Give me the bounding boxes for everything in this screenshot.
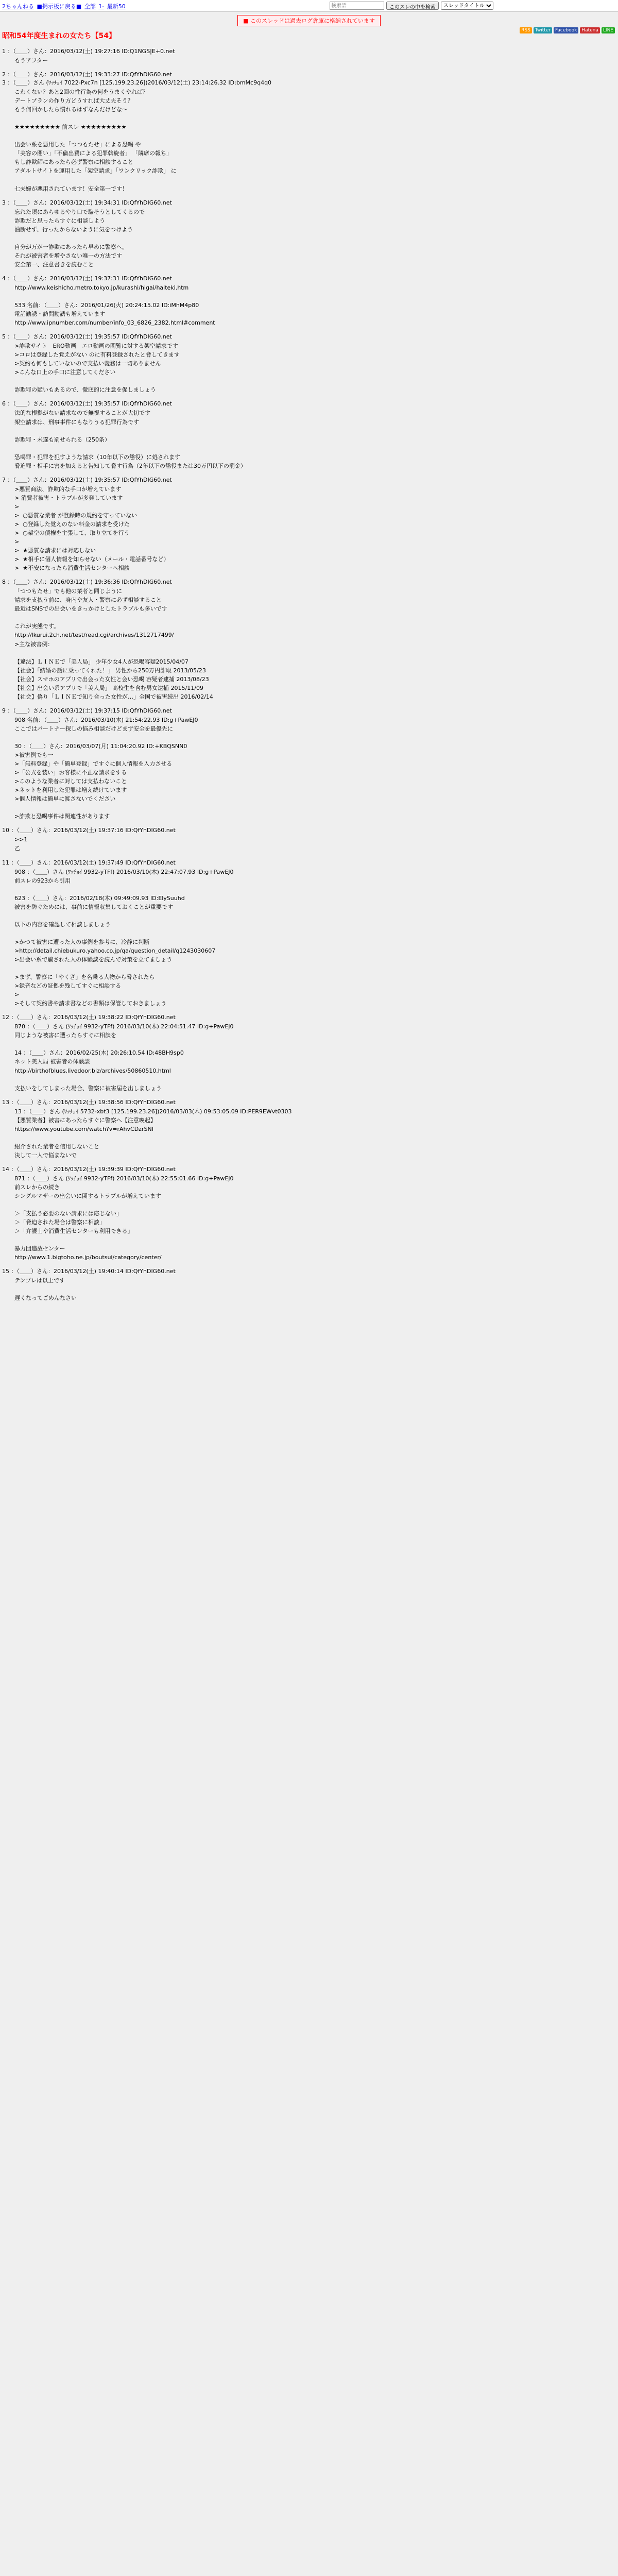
twitter-badge[interactable]: Twitter xyxy=(534,27,552,33)
post xyxy=(2,1267,618,1302)
post xyxy=(2,198,618,269)
post xyxy=(2,1098,618,1160)
post xyxy=(2,1165,618,1262)
post-body: 908 名前：（＿＿）さん：2016/03/10(木) 21:54:22.93 ID:g+PawEJ0 ここではパートナー探しの悩み相談だけどまず安全を最優先に 30 ：（＿＿）さん：2016/03/07(月) 11:04:20.92 ID:+KBQSNN0 >被害例でも一 >「無料登録」や「簡単登録」ですぐに個人情報を入力させる >「公式を装い」お客様に不正な請求をする >このような業者に対しては支払わないこと >ネットを利用した犯罪は増え続けています >個人情報は簡単に渡さないでください >詐欺と恐喝事件は関連性があります xyxy=(14,716,198,820)
archive-notice-text: ■ このスレッドは過去ログ倉庫に格納されています xyxy=(237,15,381,26)
post xyxy=(2,476,618,572)
facebook-badge[interactable]: Facebook xyxy=(554,27,578,33)
post xyxy=(2,826,618,853)
hatena-badge[interactable]: Hatena xyxy=(580,27,600,33)
top-bar xyxy=(0,0,618,12)
post xyxy=(2,47,618,65)
post-body: 908 ：（＿＿）さん (ﾜｯﾁｮｲ 9932-yTFf) 2016/03/10(木) 22:47:07.93 ID:g+PawEJ0 前スレの923から引用 623 ：（＿＿）さん：2016/02/18(木) 09:49:09.93 ID:ElySuuhd 被害を防ぐためには、事前に情報収集しておくことが重要です 以下の内容を確認して相談しましょう >かつて被害に遭った人の事例を参考に、冷静に判断 >http://detail.chiebukuro.yahoo.co.jp/qa/question_detail/q1243030607 >出会い系で騙された人の体験談を読んで対策を立てましょう >まず、警察に「やくざ」を名乗る人物から脅されたら >録音などの証拠を残してすぐに相談する > >そして契約書や請求書などの書類は保管しておきましょう xyxy=(14,868,234,1007)
search-scope-select[interactable] xyxy=(441,2,493,10)
post-header: 1 ：（＿＿）さん：2016/03/12(土) 19:27:16 ID:Q1NGS|E+0.net xyxy=(2,48,175,55)
top-navigation xyxy=(2,2,127,10)
post-header: 3 ：（＿＿）さん：2016/03/12(土) 19:34:31 ID:QfYhDIG60.net xyxy=(2,199,172,206)
nav-link-first[interactable]: 1- xyxy=(98,3,105,10)
post-header: 11 ：（＿＿）さん：2016/03/12(土) 19:37:49 ID:QfYhDIG60.net xyxy=(2,859,176,866)
post-header: 6 ：（＿＿）さん：2016/03/12(土) 19:35:57 ID:QfYhDIG60.net xyxy=(2,400,172,408)
post-header: 2 ：（＿＿）さん：2016/03/12(土) 19:33:27 ID:QfYhDIG60.net 3 ：（＿＿）さん (ﾜｯﾁｮｲ 7022-Pxc7n [125.199.23.26])2016/03/12(土) 23:14:26.32 ID:bmMc9q4q0 xyxy=(2,71,272,87)
post xyxy=(2,70,618,193)
post-body: 法的な根拠がない請求なので無視することが大切です 架空請求は、刑事事件にもなりうる犯罪行為です 詐欺罪・未遂も罰せられる（250条） 恐喝罪・犯罪を犯すような請求（10年以下の懲役）に処されます 脅迫罪・相手に害を加えると告知して脅す行為（2年以下の懲役または30万円以下の罰金） xyxy=(14,410,246,469)
post xyxy=(2,706,618,821)
post-header: 12 ：（＿＿）さん：2016/03/12(土) 19:38:22 ID:QfYhDIG60.net xyxy=(2,1014,176,1021)
archive-notice xyxy=(0,15,618,26)
post-header: 15 ：（＿＿）さん：2016/03/12(土) 19:40:14 ID:QfYhDIG60.net xyxy=(2,1268,176,1275)
share-badges xyxy=(520,27,615,33)
line-badge[interactable]: LINE xyxy=(602,27,615,33)
post xyxy=(2,274,618,327)
post-body: テンプレは以上です 遅くなってごめんなさい xyxy=(14,1277,77,1302)
search-area xyxy=(330,2,493,10)
nav-link-all[interactable]: 全部 xyxy=(84,3,96,10)
post-header: 4 ：（＿＿）さん：2016/03/12(土) 19:37:31 ID:QfYhDIG60.net xyxy=(2,275,172,282)
post-list xyxy=(2,47,618,1303)
post-header: 8 ：（＿＿）さん：2016/03/12(土) 19:36:36 ID:QfYhDIG60.net xyxy=(2,579,172,586)
post-body: 871 ：（＿＿）さん (ﾜｯﾁｮｲ 9932-yTFf) 2016/03/10(木) 22:55:01.66 ID:g+PawEJ0 前スレからの続き シングルマザーの出会いに関するトラブルが増えています ＞「支払う必要のない請求には応じない」 ＞「脅迫された場合は警察に相談」 ＞「弁護士や消費生活センターも利用できる」 暴力団追放センター http://www.1.bigtoho.ne.jp/boutsui/category/center/ xyxy=(14,1175,234,1261)
post-header: 10 ：（＿＿）さん：2016/03/12(土) 19:37:16 ID:QfYhDIG60.net xyxy=(2,827,176,834)
post-body: >詐欺サイト ERO動画 エロ動画の閲覧に対する架空請求です >コロは登録した覚えがない のに有料登録されたと脅してきます >契約も何もしていないので支払い義務は一切ありません >こんな口上の手口に注意してください 詐欺罪の疑いもあるので、徹底的に注意を促しましょう xyxy=(14,343,180,394)
post-body: >悪質商法、詐欺的な手口が増えています > 消費者被害・トラブルが多発しています > > ○悪質な業者 が登録時の規約を守っていない > ○登録した覚えのない料金の請求を受けた > ○架空の債権を主張して、取り立てを行う > > ★悪質な請求には対応しない > ★相手に個人情報を知らせない（メール・電話番号など） > ★不安になったら消費生活センターへ相談 xyxy=(14,485,169,572)
post-header: 5 ：（＿＿）さん：2016/03/12(土) 19:35:57 ID:QfYhDIG60.net xyxy=(2,333,172,341)
thread-title: 昭和54年度生まれの女たち【54】 xyxy=(2,32,116,40)
post xyxy=(2,1013,618,1092)
post xyxy=(2,399,618,470)
post-body: もうアフター xyxy=(14,57,48,64)
post xyxy=(2,332,618,394)
search-input[interactable] xyxy=(330,2,384,10)
post-body: 忘れた頃にあらゆるやり口で騙そうとしてくるので 詐欺だと思ったらすぐに相談しよう 油断せず、行ったからないように気をつけよう 自分が万が一詐欺にあったら早めに警察へ。 それが被害者を増やさない唯一の方法です 安全第一、注意書きを読むこと xyxy=(14,208,145,268)
post-body: http://www.keishicho.metro.tokyo.jp/kurashi/higai/haiteki.htm 533 名前：（＿＿）さん：2016/01/26(火) 20:24:15.02 ID:iMhM4p80 電話勧誘・訪問勧誘も増えています http://www.ipnumber.com/number/info_03_6826_2382.html#comment xyxy=(14,284,215,327)
search-button[interactable]: このスレの中を検索 xyxy=(386,2,439,10)
nav-link-latest50[interactable]: 最新50 xyxy=(107,3,126,10)
post-body: 870 ：（＿＿）さん (ﾜｯﾁｮｲ 9932-yTFf) 2016/03/10(木) 22:04:51.47 ID:g+PawEJ0 同じような被害に遭ったらすぐに相談を 14 ：（＿＿）さん：2016/02/25(木) 20:26:10.54 ID:48BH9sp0 ネット美人局 被害者の体験談 http://birthofblues.livedoor.biz/archives/50860510.html 支払いをしてしまった場合、警察に被害届を出しましょう xyxy=(14,1023,234,1092)
post-body: >>1 乙 xyxy=(14,836,28,852)
nav-link-board[interactable]: ■掲示板に戻る■ xyxy=(37,3,82,10)
post xyxy=(2,858,618,1008)
post-body: 「つつもたせ」でも他の業者と同じように 請求を支払う前に、身内や友人・警察に必ず相談すること 最近はSNSでの出会いをきっかけとしたトラブルも多いです これが実態です。 http://lkurui.2ch.net/test/read.cgi/archives/1312717499/ >主な被害例： 【違法】ＬＩＮＥで「美人局」 少年少女4人が恐喝容疑2015/04/07 【社会】「結婚の話に乗ってくれた！」 男性から250万円詐取 2013/05/23 【社会】スマホのアプリで出会った女性と会い恐喝 容疑者逮捕 2013/08/23 【社会】出会い系アプリで「美人局」 高校生を含む男女逮捕 2015/11/09 【社会】偽り「ＬＩＮＥで知り合った女性が…」全国で被害続出 2016/02/14 xyxy=(14,588,213,700)
post-header: 14 ：（＿＿）さん：2016/03/12(土) 19:39:39 ID:QfYhDIG60.net xyxy=(2,1165,176,1173)
nav-link-2ch[interactable]: 2ちゃんねる xyxy=(2,3,34,10)
post-header: 13 ：（＿＿）さん：2016/03/12(土) 19:38:56 ID:QfYhDIG60.net xyxy=(2,1098,176,1106)
post-header: 7 ：（＿＿）さん：2016/03/12(土) 19:35:57 ID:QfYhDIG60.net xyxy=(2,476,172,483)
post-header: 9 ：（＿＿）さん：2016/03/12(土) 19:37:15 ID:QfYhDIG60.net xyxy=(2,707,172,714)
rss-badge[interactable]: RSS xyxy=(520,27,532,33)
post-body: こわくない？あと2回の性行為の何をうまくやれば？ デートプランの作り方どうすれば大丈夫そう？ もう何回かしたら慣れるはずなんだけどな〜 ★★★★★★★★★ 前スレ ★★★★★★★★★ 出会い系を悪用した「つつもたせ」による恐喝 や 「美容の闇い」「不倫出費による犯罪斡旋者」 「隣席の報ち」 もし詐欺師にあったら必ず警察に相談すること アダルトサイトを運用した「架空請求」「ワンクリック詐欺」 に 七夫婦が悪用されています！安全第一です！ xyxy=(14,89,177,192)
post-body: 13 ：（＿＿）さん (ﾜｯﾁｮｲ 5732-xbt3 [125.199.23.26])2016/03/03(木) 09:53:05.09 ID:PER9EWvt0303 【悪質業者】被害にあったらすぐに警察へ【注意喚起】 https://www.youtube.com/watch?v=rAhvCDzrSNI 紹介された業者を信用しないこと 決して一人で悩まないで xyxy=(14,1108,292,1159)
post xyxy=(2,578,618,701)
